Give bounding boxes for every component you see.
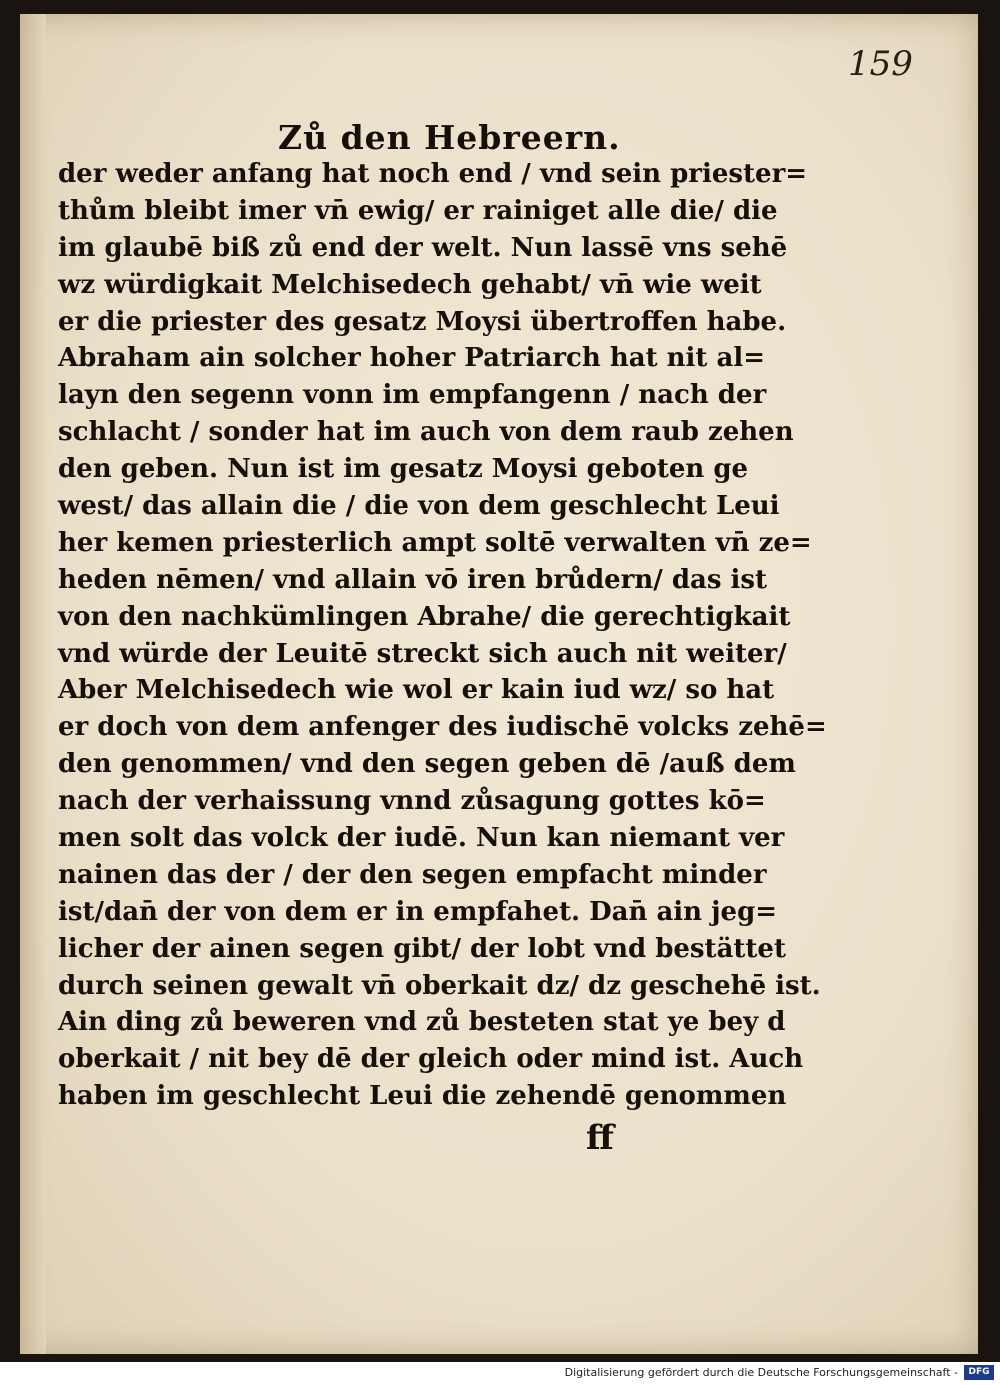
text-line: ist/dan̄ der von dem er in empfahet. Dan̄ ain jeg= [58,896,778,927]
text-line: er doch von dem anfenger des iudischē volcks zehē= [58,712,827,743]
page-gutter [20,14,46,1354]
text-line: thům bleibt imer vn̄ ewig/ er rainiget alle die/ die [58,195,778,226]
text-line: her kemen priesterlich ampt soltē verwalten vn̄ ze= [58,527,812,558]
text-line: den geben. Nun ist im gesatz Moysi geboten ge [58,454,749,485]
text-line: Ain ding zů beweren vnd zů besteten stat ye bey d [58,1007,786,1038]
text-line: nainen das der / der den segen empfacht minder [58,859,767,890]
text-line: Aber Melchisedech wie wol er kain iud wz/ so hat [58,675,775,706]
text-line: west/ das allain die / die von dem geschlecht Leui [58,491,780,522]
funding-credit: Digitalisierung gefördert durch die Deutsche Forschungsgemeinschaft - [564,1366,958,1379]
text-line: haben im geschlecht Leui die zehendē genommen [58,1081,787,1112]
dfg-logo: DFG [964,1365,994,1380]
text-line: schlacht / sonder hat im auch von dem raub zehen [58,417,794,448]
text-line: oberkait / nit bey dē der gleich oder mind ist. Auch [58,1044,804,1075]
text-line: Abraham ain solcher hoher Patriarch hat nit al= [58,343,765,374]
text-line: licher der ainen segen gibt/ der lobt vnd bestättet [58,933,786,964]
text-line: durch seinen gewalt vn̄ oberkait dz/ dz geschehē ist. [58,970,821,1001]
text-line: layn den segenn vonn im empfangenn / nach der [58,380,767,411]
text-block [58,156,827,1115]
text-line: vnd würde der Leuitē streckt sich auch nit weiter/ [58,638,787,669]
text-line: im glaubē biß zů end der welt. Nun lassē vns sehē [58,232,788,263]
text-line: er die priester des gesatz Moysi übertroffen habe. [58,306,787,337]
footer-bar [0,1362,1000,1385]
text-line: men solt das volck der iudē. Nun kan niemant ver [58,823,785,854]
folio-number: 159 [848,44,913,84]
text-line: wz würdigkait Melchisedech gehabt/ vn̄ wie weit [58,269,762,300]
text-line: den genommen/ vnd den segen geben dē /auß dem [58,749,796,780]
book-page [20,14,978,1354]
running-head: Zů den Hebreern. [278,118,621,157]
text-line: von den nachkümlingen Abrahe/ die gerechtigkait [58,601,791,632]
signature-mark: ff [586,1118,614,1158]
text-line: heden nēmen/ vnd allain vō iren brůdern/ das ist [58,564,768,595]
text-line: der weder anfang hat noch end / vnd sein priester= [58,159,808,189]
text-line: nach der verhaissung vnnd zůsagung gottes kō= [58,786,766,817]
